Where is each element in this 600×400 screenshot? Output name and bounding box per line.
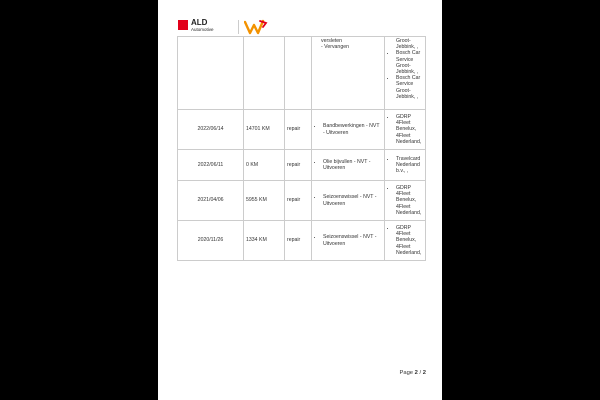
type-cell: repair [285,221,312,261]
km-cell: 5955 KM [244,181,285,221]
activity-cell [312,150,385,181]
activity-line: versleten [321,38,343,44]
page-separator: / [419,370,422,376]
supplier-item: • Bosch Car Service Groot-Jebbink, , [396,50,423,75]
activity-line: - Vervangen [321,44,349,51]
km-cell [244,37,285,110]
activity-item: • Bandbewerkingen - NVT - Uitvoeren [323,123,382,135]
date-cell: 2022/06/14 [178,110,244,150]
lp-w-logo-icon [244,19,270,35]
current-page: 2 [414,370,418,376]
supplier-item: • Bosch Car Service Groot-Jebbink, , [396,75,423,100]
supplier-item: • Travelcard Nederland b.v., , [396,156,423,175]
supplier-cell [385,221,426,261]
activity-item: • Olie bijvullen - NVT - Uitvoeren [323,159,382,171]
ald-brand-name: ALD [191,18,208,27]
table-row [178,110,426,150]
total-pages: 2 [422,370,426,376]
maintenance-history-table [177,36,426,261]
page-number [399,370,426,376]
type-cell: repair [285,110,312,150]
supplier-cell [385,150,426,181]
table-row [178,181,426,221]
ald-brand-subtitle: Automotive [191,27,214,32]
date-cell: 2022/06/11 [178,150,244,181]
type-cell: repair [285,181,312,221]
km-cell: 1334 KM [244,221,285,261]
km-cell: 0 KM [244,150,285,181]
activity-cell [312,37,385,110]
logo-divider [238,20,239,34]
date-cell: 2021/04/06 [178,181,244,221]
date-cell: 2020/11/26 [178,221,244,261]
activity-item: • Seizoenswissel - NVT - Uitvoeren [323,234,382,246]
page-label: Page [399,370,414,376]
activity-cell [312,110,385,150]
type-cell: repair [285,150,312,181]
activity-cell [312,181,385,221]
activity-cell [312,221,385,261]
supplier-cell [385,110,426,150]
table-row-continued [178,37,426,110]
ald-logo-icon [178,20,188,30]
date-cell [178,37,244,110]
supplier-item: • GDRP 4Fleet Benelux, 4Fleet Nederland, [396,225,423,256]
document-page [158,0,442,400]
supplier-continued-text: Groot-Jebbink, , [396,38,419,51]
supplier-cell [385,37,426,110]
supplier-item: • GDRP 4Fleet Benelux, 4Fleet Nederland, [396,114,423,145]
activity-item: • Seizoenswissel - NVT - Uitvoeren [323,194,382,206]
km-cell: 14701 KM [244,110,285,150]
table-row [178,150,426,181]
supplier-cell [385,181,426,221]
supplier-item: • GDRP 4Fleet Benelux, 4Fleet Nederland, [396,185,423,216]
type-cell [285,37,312,110]
table-row [178,221,426,261]
